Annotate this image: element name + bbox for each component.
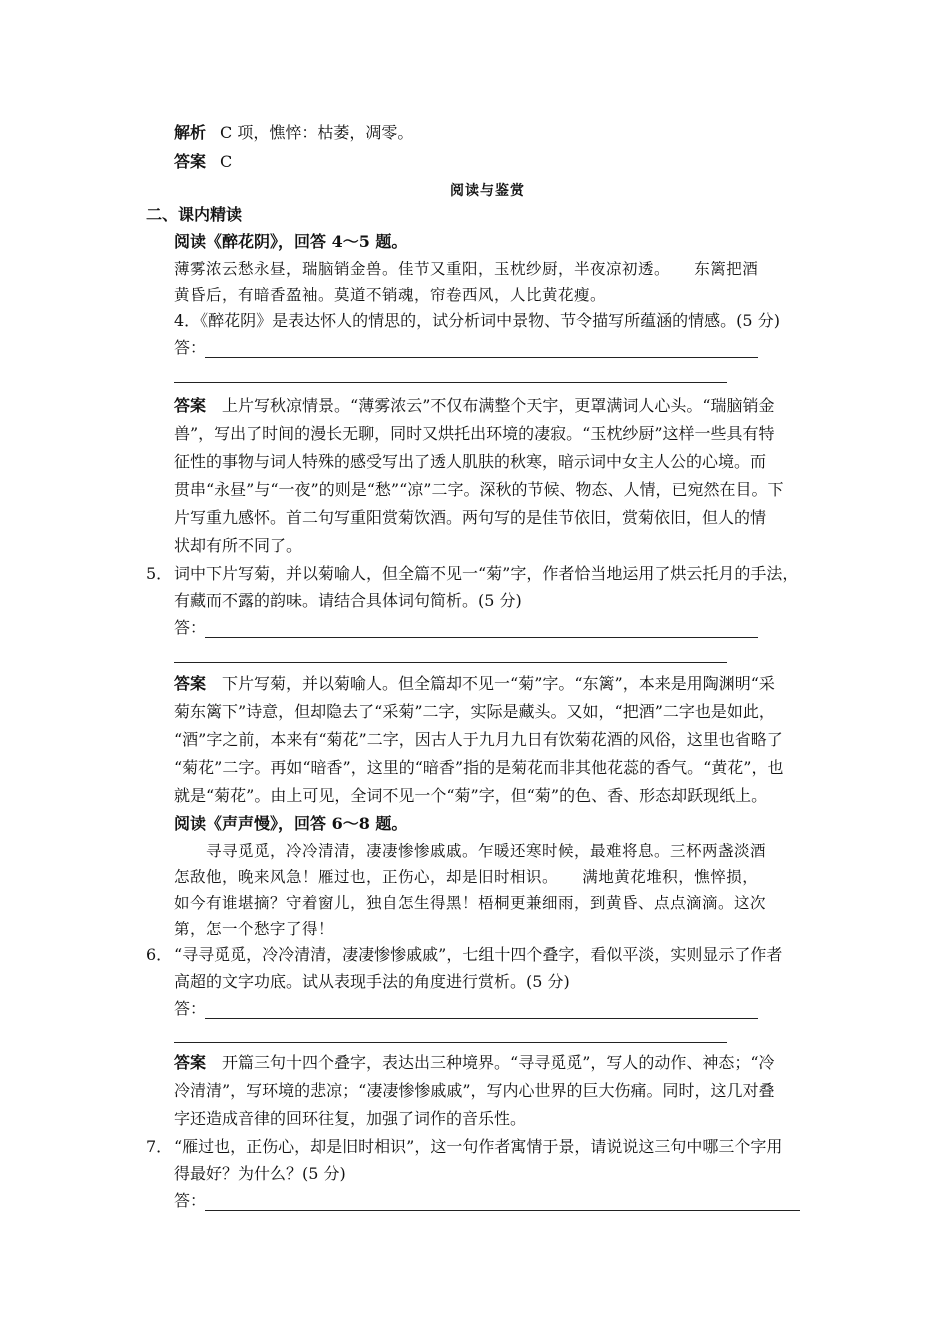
- a6-line-1: 冷清清”，写环境的悲凉；“凄凄惨惨戚戚”，写内心世界的巨大伤痛。同时，这几对叠: [174, 1081, 775, 1100]
- a5-line-2: “酒”字之前，本来有“菊花”二字，因古人于九月九日有饮菊花酒的风俗，这里也省略了: [174, 730, 783, 749]
- q7-number: 7．: [146, 1137, 173, 1156]
- read-instruction-2: 阅读《声声慢》，回答 6～8 题。: [174, 814, 408, 833]
- a4-line-5: 状却有所不同了。: [174, 536, 303, 555]
- analysis-row: [174, 122, 413, 144]
- a5-line-0: [174, 673, 775, 695]
- poem1-line-2: 黄昏后，有暗香盈袖。莫道不销魂，帘卷西风，人比黄花瘦。: [174, 286, 607, 304]
- a4-line-3: 贯串“永昼”与“一夜”的则是“愁”“凉”二字。深秋的节候、物态、人情，已宛然在目。下: [174, 480, 784, 499]
- a5-text: 下片写菊，并以菊喻人。但全篇却不见一“菊”字。“东篱”，本来是用陶渊明“采: [222, 674, 775, 693]
- a4-line-2: 征性的事物与词人特殊的感受写出了透人肌肤的秋寒，暗示词中女主人公的心境。而: [174, 452, 767, 471]
- a4-text: 上片写秋凉情景。“薄雾浓云”不仅布满整个天宇，更罩满词人心头。“瑞脑销金: [222, 396, 775, 415]
- q5-number: 5．: [146, 564, 173, 583]
- q5-answer-line-2: [174, 662, 727, 663]
- q6-line-1: 高超的文字功底。试从表现手法的角度进行赏析。(5 分): [174, 972, 570, 991]
- poem2-line-1: 怎敌他，晚来风急！雁过也，正伤心，却是旧时相识。 满地黄花堆积，憔悴损，: [174, 868, 759, 886]
- read-instruction-1: 阅读《醉花阴》，回答 4～5 题。: [174, 232, 408, 251]
- q4-answer-line-2: [174, 382, 727, 383]
- q5-line-0: 词中下片写菊，并以菊喻人，但全篇不见一“菊”字，作者恰当地运用了烘云托月的手法，: [174, 564, 799, 583]
- q5-answer-prefix: 答：: [174, 618, 207, 637]
- a6-text: 开篇三句十四个叠字，表达出三种境界。“寻寻觅觅”，写人的动作、神态；“冷: [222, 1053, 775, 1072]
- q7-answer-line-1: [205, 1210, 800, 1211]
- q7-line-1: 得最好？为什么？(5 分): [174, 1164, 346, 1183]
- q6-answer-prefix: 答：: [174, 999, 207, 1018]
- a4-line-4: 片写重九感怀。首二句写重阳赏菊饮酒。两句写的是佳节依旧，赏菊依旧，但人的情: [174, 508, 767, 527]
- q6-number: 6．: [146, 945, 173, 964]
- answer-label: 答案: [174, 152, 207, 171]
- analysis-label: 解析: [174, 123, 207, 142]
- q4-answer-line-1: [205, 357, 758, 358]
- q6-answer-line-2: [174, 1042, 727, 1043]
- a4-line-1: 兽”，写出了时间的漫长无聊，同时又烘托出环境的凄寂。“玉枕纱厨”这样一些具有特: [174, 424, 775, 443]
- poem2-line-2: 如今有谁堪摘？守着窗儿，独自怎生得黑！梧桐更兼细雨，到黄昏、点点滴滴。这次: [174, 894, 767, 912]
- poem1-line-1: 薄雾浓云愁永昼，瑞脑销金兽。佳节又重阳，玉枕纱厨，半夜凉初透。 东篱把酒: [174, 260, 759, 278]
- a5-line-3: “菊花”二字。再如“暗香”，这里的“暗香”指的是菊花而非其他花蕊的香气。“黄花”，也: [174, 758, 784, 777]
- answer-row: [174, 151, 232, 173]
- a6-label: 答案: [174, 1053, 207, 1072]
- answer-text: C: [220, 152, 233, 171]
- part-heading: 二、课内精读: [146, 205, 243, 224]
- poem2-line-3: 第，怎一个愁字了得！: [174, 920, 335, 938]
- q7-answer-prefix: 答：: [174, 1191, 207, 1210]
- a6-line-2: 字还造成音律的回环往复，加强了词作的音乐性。: [174, 1109, 527, 1128]
- analysis-text: C 项，憔悴：枯萎，凋零。: [220, 123, 414, 142]
- poem2-line-0: 寻寻觅觅，冷冷清清，凄凄惨惨戚戚。乍暖还寒时候，最难将息。三杯两盏淡酒: [206, 842, 767, 860]
- a5-line-1: 菊东篱下”诗意，但却隐去了“采菊”二字，实际是藏头。又如，“把酒”二字也是如此，: [174, 702, 775, 721]
- q5-answer-line-1: [205, 637, 758, 638]
- a5-line-4: 就是“菊花”。由上可见，全词不见一个“菊”字，但“菊”的色、香、形态却跃现纸上。: [174, 786, 768, 805]
- a5-label: 答案: [174, 674, 207, 693]
- q6-line-0: “寻寻觅觅，冷冷清清，凄凄惨惨戚戚”，七组十四个叠字，看似平淡，实则显示了作者: [174, 945, 783, 964]
- q4-answer-prefix: 答：: [174, 338, 207, 357]
- q5-line-1: 有藏而不露的韵味。请结合具体词句简析。(5 分): [174, 591, 522, 610]
- q7-line-0: “雁过也，正伤心，却是旧时相识”，这一句作者寓情于景，请说说这三句中哪三个字用: [174, 1137, 783, 1156]
- section-title: 阅读与鉴赏: [450, 183, 525, 199]
- a4-line-0: [174, 395, 775, 417]
- a6-line-0: [174, 1052, 775, 1074]
- q4-text: 4．《醉花阴》是表达怀人的情思的，试分析词中景物、节令描写所蕴涵的情感。(5 分): [174, 311, 780, 330]
- q6-answer-line-1: [205, 1018, 758, 1019]
- a4-label: 答案: [174, 396, 207, 415]
